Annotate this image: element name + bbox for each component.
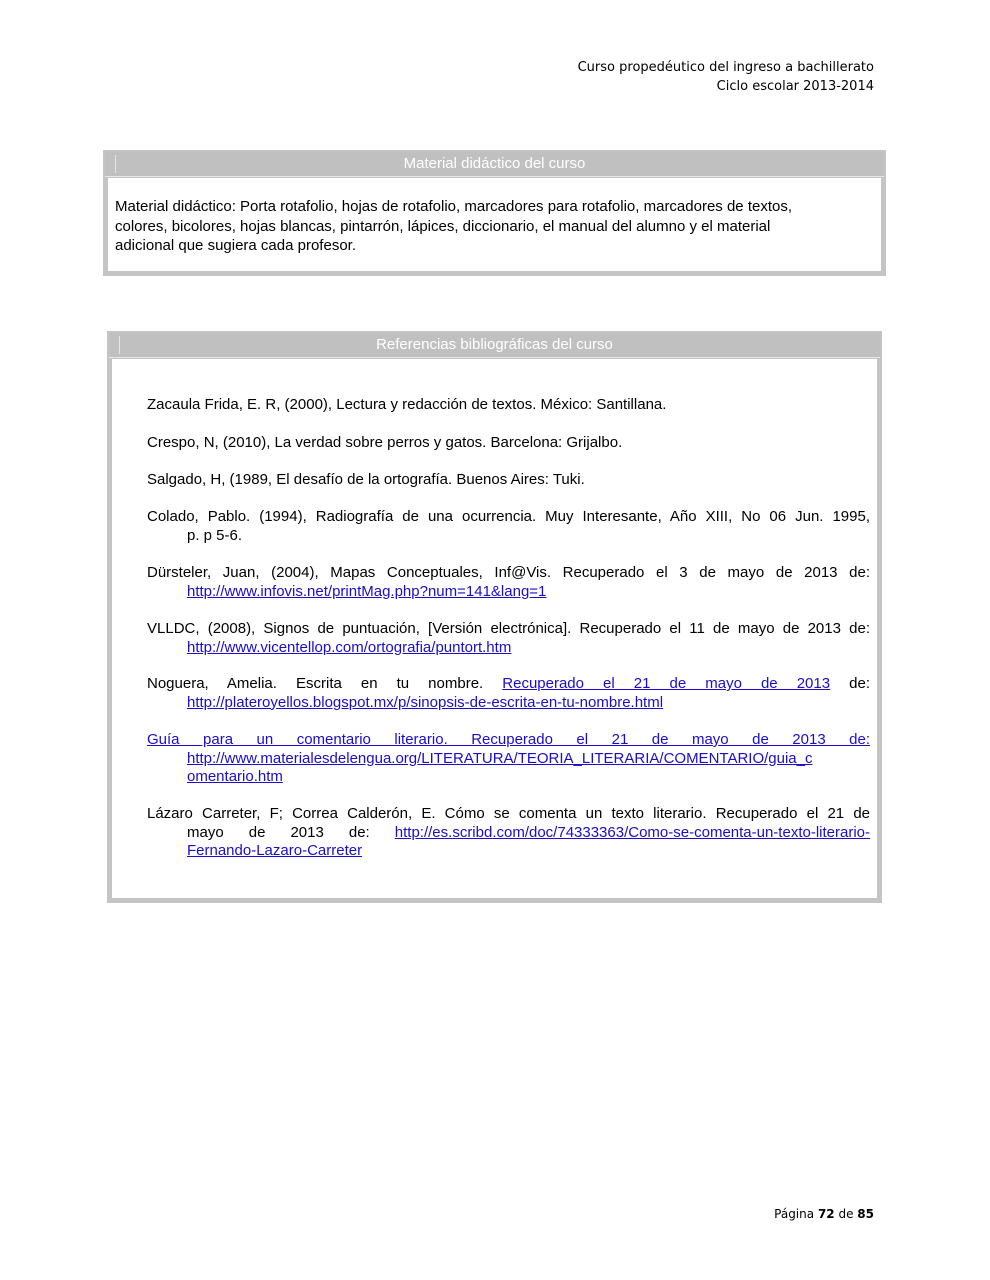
material-title: Material didáctico del curso [105, 152, 884, 177]
reference-line [147, 750, 870, 769]
reference-text: Lázaro Carreter, F; Correa Calderón, E. Cómo se comenta un texto literario. Recuperado el 21 de [147, 805, 870, 822]
reference-line [147, 842, 870, 861]
reference-text: mayo de 2013 de: [187, 823, 395, 841]
reference-text: Colado, Pablo. (1994), Radiografía de una ocurrencia. Muy Interesante, Año XIII, No 06 Jun. 1995, [147, 508, 870, 525]
reference-link[interactable]: http://www.infovis.net/printMag.php?num=141&lang=1 [187, 582, 547, 600]
reference-line [147, 768, 870, 787]
reference-item [147, 805, 870, 861]
running-header [578, 58, 874, 96]
reference-line [147, 620, 870, 639]
reference-item [147, 731, 870, 787]
page-total: 85 [857, 1207, 874, 1221]
material-line: Material didáctico: Porta rotafolio, hojas de rotafolio, marcadores para rotafolio, marcadores de textos, [115, 198, 793, 215]
reference-line [147, 564, 870, 583]
reference-link[interactable]: Guía para un comentario literario. Recuperado el 21 de mayo de 2013 de: [147, 731, 870, 748]
reference-text: de: [830, 675, 870, 692]
reference-link[interactable]: http://www.materialesdelengua.org/LITERATURA/TEORIA_LITERARIA/COMENTARIO/guia_c [187, 749, 813, 767]
reference-item [147, 620, 870, 657]
reference-line [147, 527, 870, 546]
header-course: Curso propedéutico del ingreso a bachillerato [577, 60, 874, 75]
reference-line [147, 675, 870, 694]
reference-link[interactable]: Fernando-Lazaro-Carreter [187, 842, 363, 859]
header-cycle: Ciclo escolar 2013-2014 [716, 79, 874, 94]
reference-text: Salgado, H, (1989, El desafío de la ortografía. Buenos Aires: Tuki. [147, 471, 585, 488]
reference-text: Noguera, Amelia. Escrita en tu nombre. [147, 675, 503, 692]
reference-link[interactable]: http://plateroyellos.blogspot.mx/p/sinopsis-de-escrita-en-tu-nombre.html [187, 693, 664, 711]
reference-text: Zacaula Frida, E. R, (2000), Lectura y redacción de textos. México: Santillana. [147, 396, 667, 413]
reference-item [147, 564, 870, 601]
material-line: colores, bicolores, hojas blancas, pintarrón, lápices, diccionario, el manual del alumno y el material [115, 217, 771, 235]
footer-label: Página [774, 1207, 815, 1221]
footer-of: de [838, 1207, 854, 1221]
reference-line [147, 508, 870, 527]
reference-text: Dürsteler, Juan, (2004), Mapas Conceptuales, Inf@Vis. Recuperado el 3 de mayo de 2013 de: [147, 564, 870, 581]
reference-text: p. p 5-6. [187, 526, 243, 544]
reference-line [147, 434, 870, 453]
reference-text: VLLDC, (2008), Signos de puntuación, [Versión electrónica]. Recuperado el 11 de mayo de 2013 de: [147, 620, 870, 637]
reference-item [147, 675, 870, 712]
reference-line [147, 731, 870, 750]
reference-link[interactable]: http://www.vicentellop.com/ortografia/puntort.htm [187, 638, 512, 656]
reference-item [147, 434, 870, 453]
reference-text: Crespo, N, (2010), La verdad sobre perros y gatos. Barcelona: Grijalbo. [147, 434, 623, 451]
reference-link[interactable]: http://es.scribd.com/doc/74333363/Como-se-comenta-un-texto-literario- [394, 823, 870, 841]
reference-line [147, 824, 870, 843]
material-text [115, 197, 875, 256]
reference-line [147, 639, 870, 658]
references-title: Referencias bibliográficas del curso [109, 333, 880, 358]
reference-item [147, 396, 870, 415]
page-footer [774, 1207, 874, 1221]
reference-link[interactable]: omentario.htm [187, 768, 283, 785]
reference-link[interactable]: Recuperado el 21 de mayo de 2013 [502, 675, 831, 692]
reference-line [147, 396, 870, 415]
reference-line [147, 694, 870, 713]
material-line: adicional que sugiera cada profesor. [115, 237, 356, 254]
reference-line [147, 471, 870, 490]
reference-item [147, 471, 870, 490]
reference-line [147, 583, 870, 602]
page-number: 72 [817, 1207, 835, 1221]
reference-line [147, 805, 870, 824]
reference-item [147, 508, 870, 545]
